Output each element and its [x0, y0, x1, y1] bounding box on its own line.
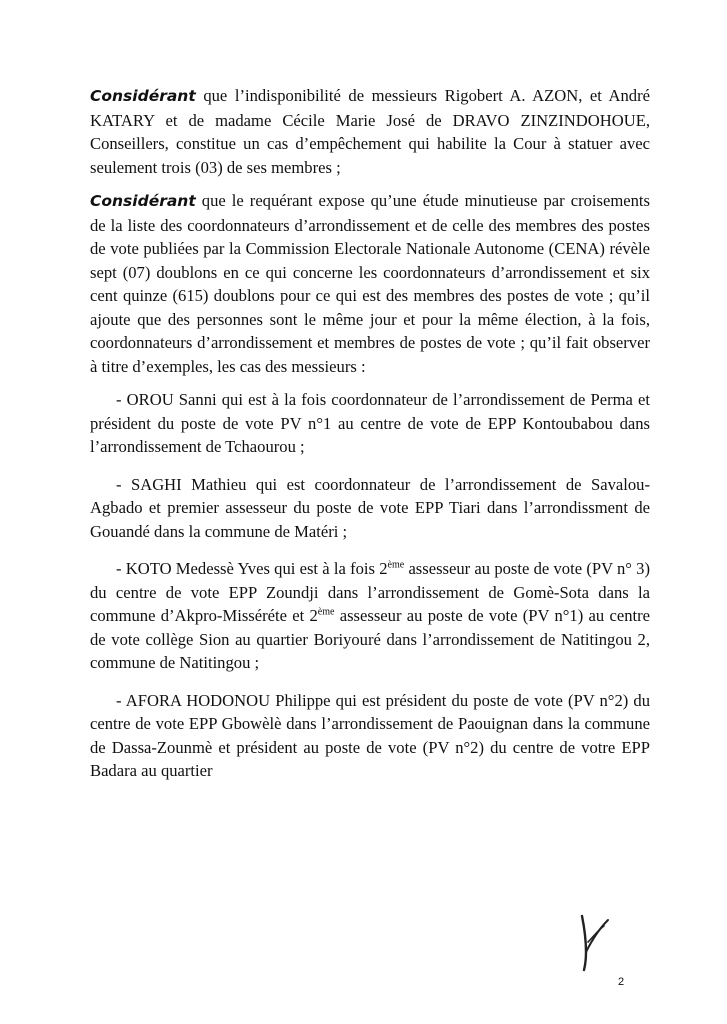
- paragraph-lead: Considérant: [90, 192, 196, 210]
- page-number: 2: [618, 976, 625, 988]
- item-text-part: assesseur au poste de vote (PV n° 3) du centre de vote EPP Zoundji dans l’arrondissement de Gomè-Sota dans la commune d’Akpro-Misséréte et 2: [90, 559, 650, 625]
- document-body: [90, 84, 650, 797]
- ordinal-superscript: ème: [317, 606, 335, 618]
- paragraph-indisponibilite: [90, 84, 650, 179]
- signature-mark: [574, 912, 614, 974]
- paragraph-text: que le requérant expose qu’une étude minutieuse par croisements de la liste des coordonnateurs d’arrondissement et de celle des membres des postes de vote publiées par la Commission Electorale Nationale Autonome (CENA) révèle sept (07) doublons en ce qui concerne les coordonnateurs d’arrondissement et six cent quinze (615) doublons pour ce qui est des membres des postes de vote ; qu’il ajoute que des personnes sont le même jour et pour la même élection, à la fois, coordonnateurs d’arrondissement et membres de postes de vote ; qu’il fait observer à titre d’exemples, les cas des messieurs :: [90, 191, 650, 376]
- item-text-part: - KOTO Medessè Yves qui est à la fois 2: [116, 559, 388, 578]
- paragraph-lead: Considérant: [90, 87, 196, 105]
- item-text-part: assesseur au poste de vote (PV n°1) au centre de vote collège Sion au quartier Boriyouré dans l’arrondissement de Natitingou 2, commune de Natitingou ;: [90, 606, 650, 672]
- paragraph-text: que l’indisponibilité de messieurs Rigobert A. AZON, et André KATARY et de madame Cécile Marie José de DRAVO ZINZINDOHOUE, Conseillers, constitue un cas d’empêchement qui habilite la Cour à statuer avec seulement trois (03) de ses membres ;: [90, 86, 650, 177]
- list-item-orou: - OROU Sanni qui est à la fois coordonnateur de l’arrondissement de Perma et président du poste de vote PV n°1 au centre de vote de EPP Kontoubabou dans l’arrondissement de Tchaourou ;: [90, 390, 650, 456]
- list-item-koto: [90, 557, 650, 675]
- paragraph-requerant: [90, 189, 650, 378]
- list-item-saghi: - SAGHI Mathieu qui est coordonnateur de l’arrondissement de Savalou-Agbado et premier assesseur du poste de vote EPP Tiari dans l’arrondissment de Gouandé dans la commune de Matéri ;: [90, 474, 650, 541]
- list-item-afora: - AFORA HODONOU Philippe qui est président du poste de vote (PV n°2) du centre de vote EPP Gbowèlè dans l’arrondissement de Paouignan dans la commune de Dassa-Zounmè et président au poste de vote (PV n°2) du centre de votre EPP Badara au quartier: [90, 690, 650, 780]
- ordinal-superscript: ème: [387, 559, 405, 571]
